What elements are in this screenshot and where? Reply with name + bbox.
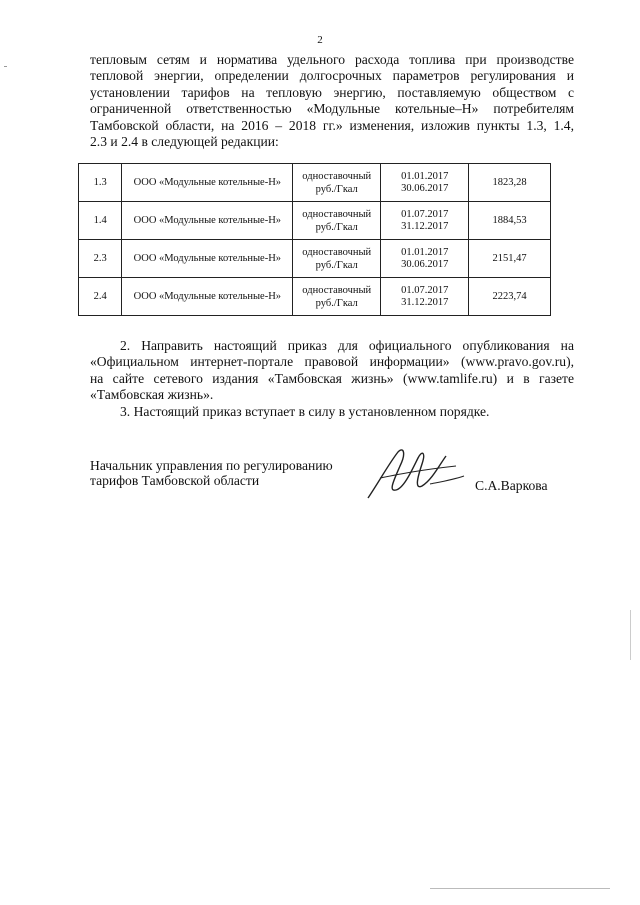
tariff-table <box>78 163 551 316</box>
row-number: 1.4 <box>79 202 122 240</box>
tariff-unit <box>293 202 381 240</box>
signatory-title <box>90 458 333 488</box>
period-start: 01.07.2017 <box>401 284 449 296</box>
intro-line: тепловым сетям и норматива удельного расхода топлива при производстве <box>90 52 574 67</box>
paragraph-line: «Официальном интернет-портале правовой информации» (www.pravo.gov.ru), <box>90 354 574 370</box>
paragraph-publication <box>90 338 574 404</box>
period-start: 01.07.2017 <box>401 208 449 220</box>
tariff-value: 1884,53 <box>469 202 551 240</box>
intro-line: 2.3 и 2.4 в следующей редакции: <box>90 134 279 150</box>
scan-artifact <box>4 66 7 67</box>
period-start: 01.01.2017 <box>401 170 449 182</box>
tariff-value: 1823,28 <box>469 164 551 202</box>
row-number: 2.3 <box>79 240 122 278</box>
intro-paragraph <box>90 52 574 150</box>
period-end: 31.12.2017 <box>401 220 449 232</box>
tariff-measure: руб./Гкал <box>315 297 358 309</box>
tariff-measure: руб./Гкал <box>315 259 358 271</box>
paragraph-effective <box>90 404 574 420</box>
organization-name: ООО «Модульные котельные-Н» <box>122 164 293 202</box>
intro-line: тепловой энергии, определении долгосрочных параметров регулирования и <box>90 68 574 84</box>
paragraph-line: 3. Настоящий приказ вступает в силу в установленном порядке. <box>120 404 490 419</box>
tariff-unit <box>293 278 381 316</box>
tariff-period <box>381 202 469 240</box>
period-end: 31.12.2017 <box>401 296 449 308</box>
tariff-type: одноставочный <box>302 246 372 258</box>
intro-line: ограниченной ответственностью «Модульные котельные–Н» потребителям <box>90 101 574 117</box>
tariff-type: одноставочный <box>302 208 372 220</box>
period-start: 01.01.2017 <box>401 246 449 258</box>
intro-line: Тамбовской области, на 2016 – 2018 гг.» изменения, изложив пункты 1.3, 1.4, <box>90 117 574 133</box>
table-row <box>79 164 551 202</box>
scan-artifact <box>630 610 631 660</box>
paragraph-line: «Тамбовская жизнь». <box>90 387 214 403</box>
tariff-measure: руб./Гкал <box>315 221 358 233</box>
row-number: 1.3 <box>79 164 122 202</box>
page-number: 2 <box>317 34 323 46</box>
tariff-period <box>381 240 469 278</box>
paragraph-line: 2. Направить настоящий приказ для официального опубликования на <box>120 338 574 353</box>
signatory-title-line: тарифов Тамбовской области <box>90 473 260 488</box>
tariff-unit <box>293 164 381 202</box>
tariff-value: 2151,47 <box>469 240 551 278</box>
row-number: 2.4 <box>79 278 122 316</box>
table-row <box>79 278 551 316</box>
tariff-period <box>381 164 469 202</box>
signatory-title-line: Начальник управления по регулированию <box>90 458 333 473</box>
tariff-type: одноставочный <box>302 284 372 296</box>
period-end: 30.06.2017 <box>401 258 449 270</box>
tariff-measure: руб./Гкал <box>315 183 358 195</box>
tariff-value: 2223,74 <box>469 278 551 316</box>
organization-name: ООО «Модульные котельные-Н» <box>122 278 293 316</box>
intro-line: установлении тарифов на тепловую энергию, поставляемую обществом с <box>90 84 574 100</box>
tariff-type: одноставочный <box>302 170 372 182</box>
tariff-period <box>381 278 469 316</box>
organization-name: ООО «Модульные котельные-Н» <box>122 202 293 240</box>
period-end: 30.06.2017 <box>401 182 449 194</box>
scan-artifact <box>430 888 610 889</box>
handwritten-signature <box>360 440 470 510</box>
signatory-name: С.А.Варкова <box>475 478 548 493</box>
tariff-unit <box>293 240 381 278</box>
paragraph-line: на сайте сетевого издания «Тамбовская жизнь» (www.tamlife.ru) и в газете <box>90 370 574 386</box>
organization-name: ООО «Модульные котельные-Н» <box>122 240 293 278</box>
table-row <box>79 240 551 278</box>
table-row <box>79 202 551 240</box>
